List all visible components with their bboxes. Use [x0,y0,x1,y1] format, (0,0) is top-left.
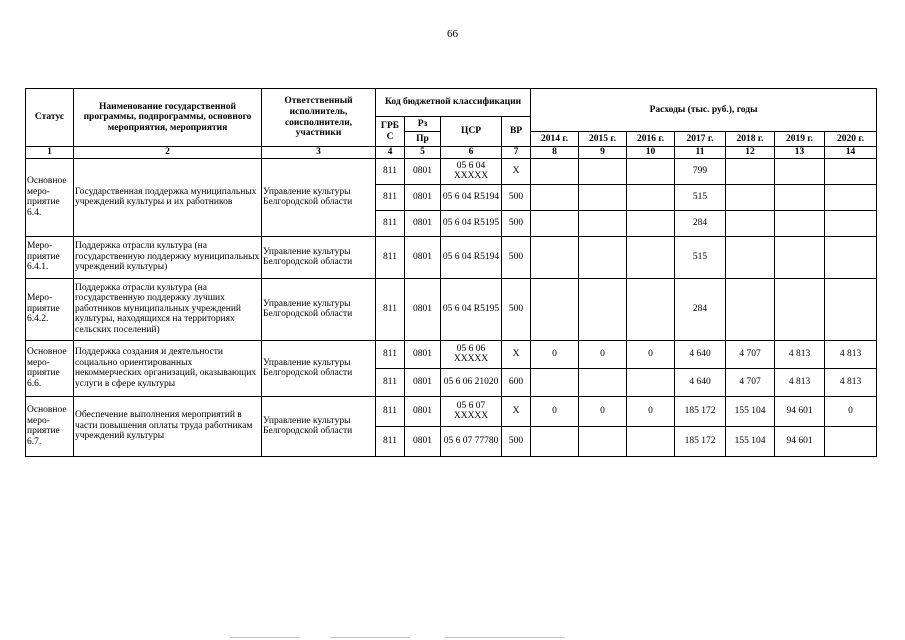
vr-cell: 500 [502,236,531,278]
y2018-cell [726,158,775,184]
grbs-cell: 811 [376,340,405,368]
header-rz: Рз [405,117,441,132]
csr-cell: 05 6 04 XXXXX [441,158,502,184]
y2020-cell: 4 813 [825,340,877,368]
table-body [26,158,877,456]
scan-mark [445,637,565,638]
table-row [26,236,877,278]
budget-table [25,88,877,457]
header-name: Наименование государственной программы, подпрограммы, основного мероприятия, мероприятия [74,89,262,147]
y2016-cell [627,368,675,396]
header-year: 2017 г. [675,132,726,147]
name-cell: Поддержка создания и деятельности социально ориентированных некоммерческих организаций, оказывающих услуги в сфере культуры [74,340,262,396]
grbs-cell: 811 [376,426,405,456]
y2016-cell [627,236,675,278]
table-row [26,278,877,340]
header-year: 2020 г. [825,132,877,147]
grbs-cell: 811 [376,236,405,278]
csr-cell: 05 6 06 XXXXX [441,340,502,368]
y2017-cell: 284 [675,210,726,236]
status-cell: Основное меро-приятие 6.7. [26,396,74,456]
name-cell: Государственная поддержка муниципальных учреждений культуры и их работников [74,158,262,236]
header-budget-code: Код бюджетной классификации [376,89,531,117]
y2018-cell: 4 707 [726,368,775,396]
y2014-cell [531,278,579,340]
executor-cell: Управление культуры Белгородской области [262,396,376,456]
vr-cell: X [502,396,531,426]
name-cell: Поддержка отрасли культура (на государственную поддержку муниципальных учреждений культуры) [74,236,262,278]
csr-cell: 05 6 04 R5195 [441,210,502,236]
csr-cell: 05 6 07 XXXXX [441,396,502,426]
y2019-cell [775,158,825,184]
csr-cell: 05 6 07 77780 [441,426,502,456]
column-number: 13 [775,147,825,159]
rzpr-cell: 0801 [405,278,441,340]
y2018-cell [726,210,775,236]
y2017-cell: 4 640 [675,368,726,396]
table-row [26,396,877,426]
column-number: 9 [579,147,627,159]
y2020-cell [825,184,877,210]
y2014-cell: 0 [531,340,579,368]
y2018-cell [726,236,775,278]
column-number: 3 [262,147,376,159]
y2014-cell [531,368,579,396]
scan-mark [330,637,410,638]
y2016-cell [627,184,675,210]
csr-cell: 05 6 04 R5194 [441,184,502,210]
grbs-cell: 811 [376,210,405,236]
y2019-cell [775,236,825,278]
y2019-cell: 94 601 [775,396,825,426]
vr-cell: 600 [502,368,531,396]
y2017-cell: 515 [675,184,726,210]
executor-cell: Управление культуры Белгородской области [262,236,376,278]
grbs-cell: 811 [376,158,405,184]
vr-cell: 500 [502,184,531,210]
csr-cell: 05 6 04 R5195 [441,278,502,340]
rzpr-cell: 0801 [405,368,441,396]
column-number: 1 [26,147,74,159]
y2016-cell [627,210,675,236]
y2020-cell [825,278,877,340]
y2014-cell [531,184,579,210]
vr-cell: 500 [502,426,531,456]
header-executor: Ответственный исполнитель, соисполнители, участники [262,89,376,147]
y2016-cell [627,278,675,340]
y2014-cell [531,210,579,236]
y2020-cell [825,210,877,236]
column-numbers-row [26,147,877,159]
y2018-cell: 155 104 [726,396,775,426]
y2014-cell: 0 [531,396,579,426]
scan-mark [230,637,300,638]
header-csr: ЦСР [441,117,502,147]
grbs-cell: 811 [376,368,405,396]
column-number: 8 [531,147,579,159]
status-cell: Меро-приятие 6.4.1. [26,236,74,278]
name-cell: Обеспечение выполнения мероприятий в части повышения оплаты труда работникам учреждений культуры [74,396,262,456]
column-number: 14 [825,147,877,159]
y2015-cell: 0 [579,340,627,368]
rzpr-cell: 0801 [405,210,441,236]
y2019-cell [775,210,825,236]
rzpr-cell: 0801 [405,236,441,278]
y2018-cell: 155 104 [726,426,775,456]
vr-cell: X [502,340,531,368]
vr-cell: 500 [502,278,531,340]
y2017-cell: 284 [675,278,726,340]
y2020-cell [825,158,877,184]
header-pr: Пр [405,132,441,147]
grbs-cell: 811 [376,278,405,340]
y2020-cell: 0 [825,396,877,426]
y2015-cell [579,278,627,340]
status-cell: Меро-приятие 6.4.2. [26,278,74,340]
header-year: 2014 г. [531,132,579,147]
y2015-cell: 0 [579,396,627,426]
y2017-cell: 4 640 [675,340,726,368]
grbs-cell: 811 [376,396,405,426]
rzpr-cell: 0801 [405,396,441,426]
vr-cell: X [502,158,531,184]
y2017-cell: 799 [675,158,726,184]
column-number: 2 [74,147,262,159]
y2019-cell: 4 813 [775,340,825,368]
column-number: 4 [376,147,405,159]
y2020-cell: 4 813 [825,368,877,396]
header-vr: ВР [502,117,531,147]
header-grbs: ГРБ С [376,117,405,147]
csr-cell: 05 6 06 21020 [441,368,502,396]
y2014-cell [531,236,579,278]
y2019-cell [775,278,825,340]
column-number: 6 [441,147,502,159]
column-number: 7 [502,147,531,159]
y2016-cell [627,158,675,184]
y2017-cell: 515 [675,236,726,278]
rzpr-cell: 0801 [405,158,441,184]
rzpr-cell: 0801 [405,184,441,210]
column-number: 5 [405,147,441,159]
y2015-cell [579,426,627,456]
grbs-cell: 811 [376,184,405,210]
y2018-cell: 4 707 [726,340,775,368]
status-cell: Основное меро-приятие 6.6. [26,340,74,396]
header-year: 2015 г. [579,132,627,147]
y2020-cell [825,426,877,456]
rzpr-cell: 0801 [405,340,441,368]
table-row [26,340,877,368]
y2015-cell [579,368,627,396]
y2019-cell: 4 813 [775,368,825,396]
y2018-cell [726,278,775,340]
y2016-cell: 0 [627,396,675,426]
header-expenses: Расходы (тыс. руб.), годы [531,89,877,132]
table-row [26,158,877,184]
y2015-cell [579,210,627,236]
column-number: 12 [726,147,775,159]
executor-cell: Управление культуры Белгородской области [262,158,376,236]
status-cell: Основное меро-приятие 6.4. [26,158,74,236]
csr-cell: 05 6 04 R5194 [441,236,502,278]
y2018-cell [726,184,775,210]
executor-cell: Управление культуры Белгородской области [262,278,376,340]
name-cell: Поддержка отрасли культура (на государственную поддержку лучших работников муниципальных учреждений культуры, находящихся на территориях сельских поселений) [74,278,262,340]
page-number: 66 [447,28,458,40]
header-year: 2016 г. [627,132,675,147]
y2015-cell [579,158,627,184]
y2016-cell: 0 [627,340,675,368]
vr-cell: 500 [502,210,531,236]
y2015-cell [579,236,627,278]
y2019-cell [775,184,825,210]
y2017-cell: 185 172 [675,396,726,426]
table-header [26,89,877,159]
header-status: Статус [26,89,74,147]
header-year: 2018 г. [726,132,775,147]
y2020-cell [825,236,877,278]
y2015-cell [579,184,627,210]
y2014-cell [531,158,579,184]
y2014-cell [531,426,579,456]
rzpr-cell: 0801 [405,426,441,456]
executor-cell: Управление культуры Белгородской области [262,340,376,396]
y2017-cell: 185 172 [675,426,726,456]
column-number: 11 [675,147,726,159]
header-year: 2019 г. [775,132,825,147]
y2019-cell: 94 601 [775,426,825,456]
y2016-cell [627,426,675,456]
column-number: 10 [627,147,675,159]
